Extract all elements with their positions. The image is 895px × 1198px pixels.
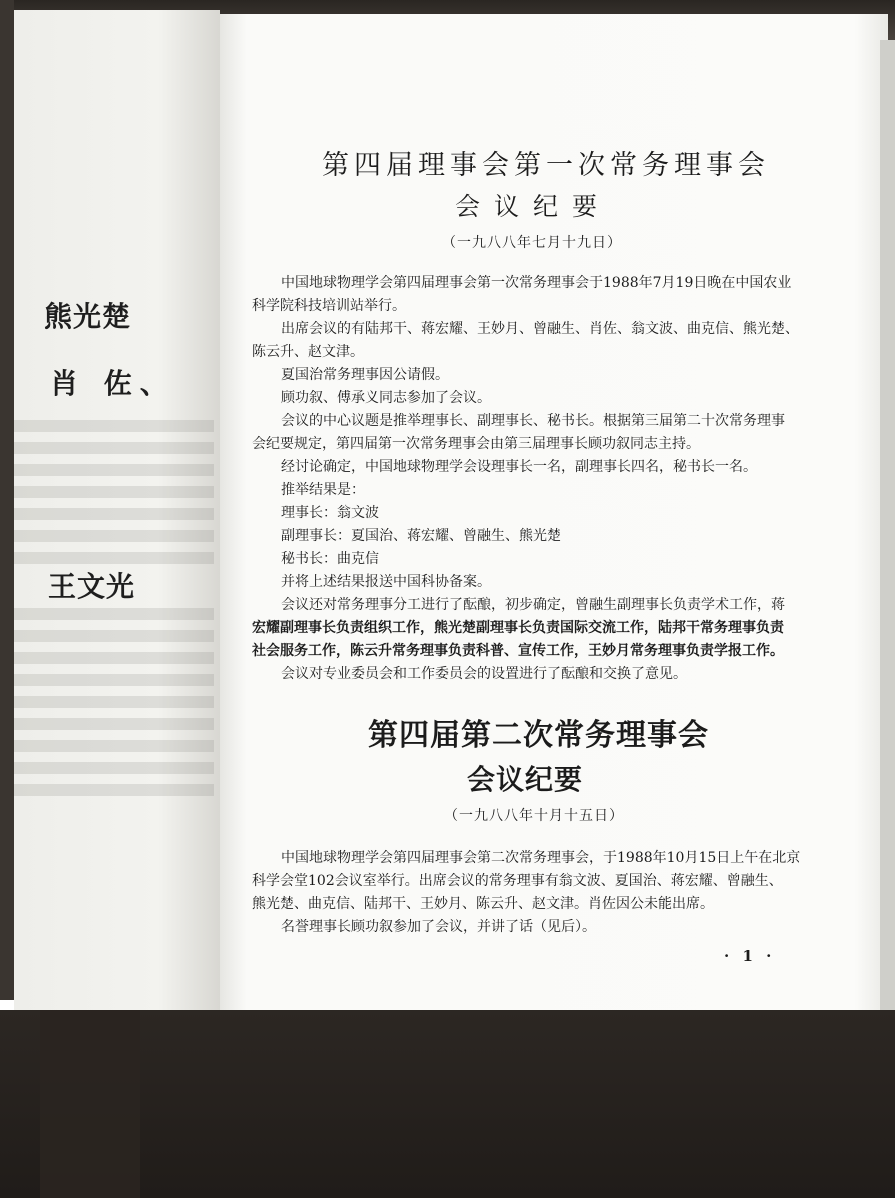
article-2-subtitle: 会议纪要 xyxy=(467,763,584,796)
paragraph-line: 推举结果是： xyxy=(281,482,365,498)
paragraph-line: 中国地球物理学会第四届理事会第一次常务理事会于1988年7月19日晚在中国农业 xyxy=(281,275,792,291)
paragraph-line: 中国地球物理学会第四届理事会第二次常务理事会，于1988年10月15日上午在北京 xyxy=(281,850,801,866)
paragraph-line: 秘书长：曲克信 xyxy=(281,551,379,567)
article-1-date: （一九八八年七月十九日） xyxy=(442,235,622,251)
paragraph-line: 会议还对常务理事分工进行了酝酿，初步确定，曾融生副理事长负责学术工作，蒋 xyxy=(281,597,785,613)
article-1-subtitle: 会议纪要 xyxy=(455,192,612,221)
paragraph-line: 宏耀副理事长负责组织工作，熊光楚副理事长负责国际交流工作，陆邦干常务理事负责 xyxy=(252,620,784,636)
scan-bottom-shadow xyxy=(40,1010,140,1198)
paragraph-line: 会纪要规定，第四届第一次常务理事会由第三届理事长顾功叙同志主持。 xyxy=(252,436,700,452)
paragraph-line: 并将上述结果报送中国科协备案。 xyxy=(281,574,491,590)
paragraph-line: 陈云升、赵文津。 xyxy=(252,344,364,360)
paragraph-line: 出席会议的有陆邦干、蒋宏耀、王妙月、曾融生、肖佐、翁文波、曲克信、熊光楚、 xyxy=(281,321,799,337)
paragraph-line: 夏国治常务理事因公请假。 xyxy=(281,367,449,383)
paragraph-line: 熊光楚、曲克信、陆邦干、王妙月、陈云升、赵文津。肖佐因公未能出席。 xyxy=(252,896,714,912)
paragraph-line: 会议的中心议题是推举理事长、副理事长、秘书长。根据第三届第二十次常务理事 xyxy=(281,413,785,429)
left-page-name: 熊光楚 xyxy=(44,300,132,333)
paragraph-line: 顾功叙、傅承义同志参加了会议。 xyxy=(281,390,491,406)
paragraph-line: 经讨论确定，中国地球物理学会设理事长一名，副理事长四名，秘书长一名。 xyxy=(281,459,757,475)
paragraph-line: 社会服务工作，陈云升常务理事负责科普、宣传工作，王妙月常务理事负责学报工作。 xyxy=(252,643,784,659)
paragraph-line: 名誉理事长顾功叙参加了会议，并讲了话（见后）。 xyxy=(281,919,596,935)
paragraph-line: 副理事长：夏国治、蒋宏耀、曾融生、熊光楚 xyxy=(281,528,561,544)
page-number: · 1 · xyxy=(724,947,776,965)
article-2-date: （一九八八年十月十五日） xyxy=(444,808,624,824)
article-2-title: 第四届第二次常务理事会 xyxy=(368,718,709,753)
left-page-name: 王文光 xyxy=(48,570,136,603)
page-edge xyxy=(880,40,895,1010)
article-1-title: 第四届理事会第一次常务理事会 xyxy=(322,150,770,181)
paragraph-line: 会议对专业委员会和工作委员会的设置进行了酝酿和交换了意见。 xyxy=(281,666,687,682)
paragraph-line: 科学院科技培训站举行。 xyxy=(252,298,406,314)
scan-left-border xyxy=(0,0,14,1000)
left-page-name: 肖 佐、 xyxy=(50,367,176,400)
paragraph-line: 理事长：翁文波 xyxy=(281,505,379,521)
left-facing-page xyxy=(14,10,220,1010)
paragraph-line: 科学会堂102会议室举行。出席会议的常务理事有翁文波、夏国治、蒋宏耀、曾融生、 xyxy=(252,873,783,889)
